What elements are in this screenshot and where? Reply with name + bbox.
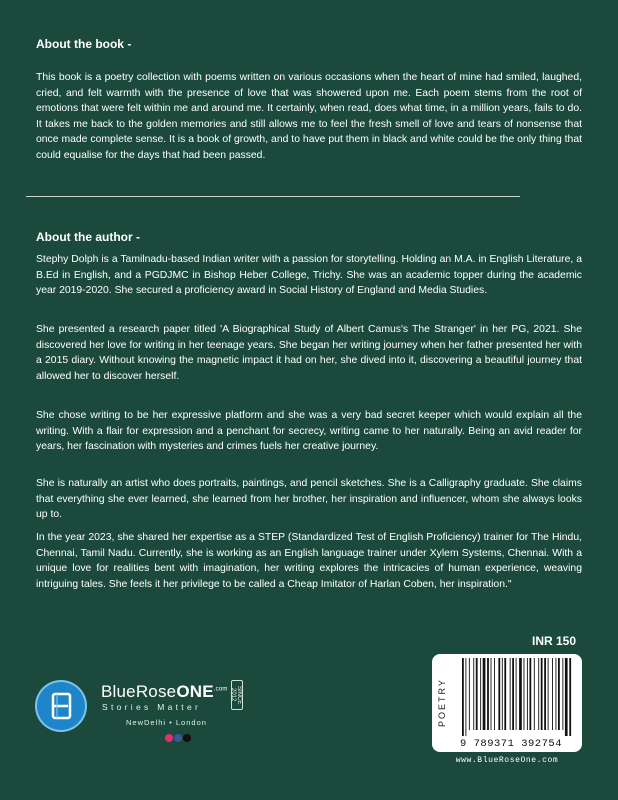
about-book-heading: About the book - (36, 37, 132, 51)
author-paragraph-5: In the year 2023, she shared her expertise as a STEP (Standardized Test of English Proficiency) trainer for The Hindu, Chennai, Tamil Nadu. Currently, she is working as an English language trainer under Xylem Systems, Chennai. With a unique love for realities bent with imagination, her writing explores the intricacies of human experience, weaving intriguing tales. She feels it her privilege to be called a Cheap Imitator of Harlan Coben, her inspiration." (36, 532, 582, 590)
since-badge-text: SINCE 2012 (230, 685, 242, 705)
barcode-icon (460, 658, 578, 736)
publisher-name-part1: BlueRose (101, 682, 177, 701)
section-divider (26, 196, 520, 197)
bluerose-logo-icon (37, 682, 85, 730)
publisher-tagline: Stories Matter (102, 702, 202, 712)
publisher-name-suffix: .com (213, 686, 228, 693)
author-paragraph-4: She is naturally an artist who does portraits, paintings, and pencil sketches. She is a Calligraphy graduate. She claims that everything she ever learned, she learned from her brother, her inspiration and influencer, whom she always looks up to. (36, 478, 582, 521)
barcode-panel (432, 654, 582, 752)
publisher-cities: NewDelhi • London (126, 718, 207, 727)
author-paragraph-2: She presented a research paper titled 'A Biographical Study of Albert Camus's The Stranger' in her PG, 2021. She discovered her love for writing in her teenage years. She began her writing journey when her father presented her with a 2015 diary. Without knowing the magnetic impact it had on her, she dived into it, discovering a beautiful journey that allowed her to discover herself. (36, 324, 582, 382)
publisher-website: www.BlueRoseOne.com (455, 756, 559, 765)
since-badge (231, 680, 243, 710)
price-label: INR 150 (532, 634, 577, 648)
publisher-name (101, 682, 228, 702)
publisher-name-part2: ONE (176, 682, 214, 701)
isbn-number: 9 789371 392754 (459, 738, 562, 750)
about-author-heading: About the author - (36, 230, 140, 244)
author-paragraph-1: Stephy Dolph is a Tamilnadu-based Indian writer with a passion for storytelling. Holding an M.A. in English Literature, a B.Ed in English, and a PGDJMC in Bishop Heber College, Trichy. She was an academic topper during the academic year 2019-2020. She secured a proficiency award in Social History of England and Media Studies. (36, 254, 582, 297)
instagram-icon (165, 734, 173, 742)
facebook-icon (174, 734, 182, 742)
genre-label: POETRY (437, 678, 447, 728)
social-icons (165, 729, 192, 747)
author-paragraph-3: She chose writing to be her expressive platform and she was a very bad secret keeper which would explain all the writing. With a flair for expression and a penchant for secrecy, writing came to her naturally. Being an avid reader for years, her fascination with mysteries and crimes fuels her creative journey. (36, 410, 582, 453)
about-book-paragraph: This book is a poetry collection with poems written on various occasions when the heart of mine had smiled, laughed, cried, and felt warmth with the presence of love that was showered upon me. Each poem stems from the root of emotions that were felt within me and around me. It certainly, when read, does what time, in a million years, fails to do. It takes me back to the golden memories and still allows me to feel the fresh smell of love and tears of nonsense that once made complete sense. It is a book of growth, and to have put them in black and white could be the only thing that could equalise for the days that had been passed. (36, 72, 582, 161)
x-icon (183, 734, 191, 742)
